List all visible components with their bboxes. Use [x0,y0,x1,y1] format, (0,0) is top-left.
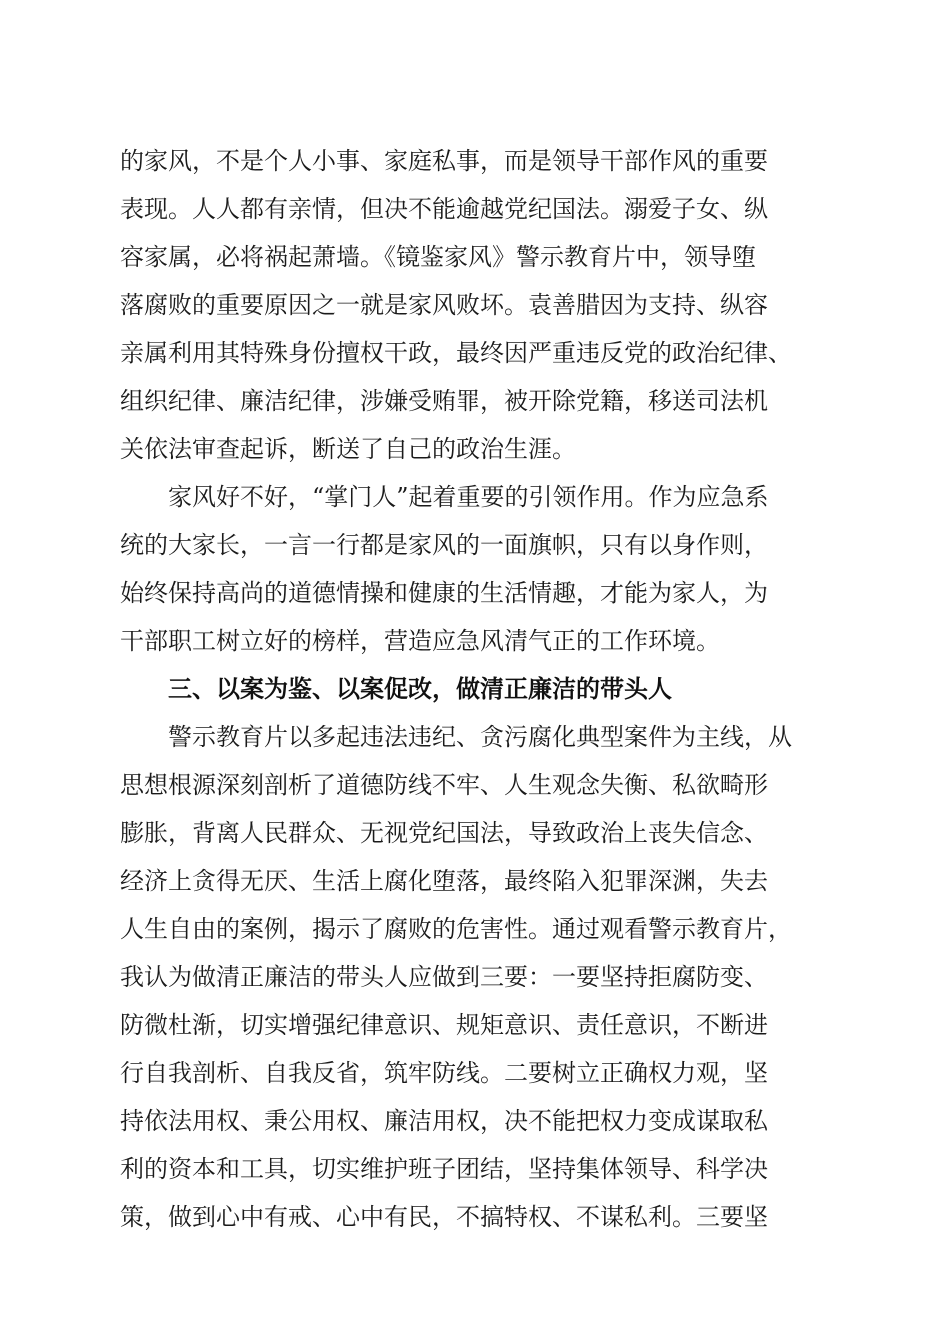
body-text-line: 表现。人人都有亲情，但决不能逾越党纪国法。溺爱子女、纵 [120,195,768,223]
body-text-line: 持依法用权、秉公用权、廉洁用权，决不能把权力变成谋取私 [120,1107,768,1135]
body-text-line: 我认为做清正廉洁的带头人应做到三要：一要坚持拒腐防变、 [120,963,768,991]
body-text-line: 人生自由的案例，揭示了腐败的危害性。通过观看警示教育片， [120,915,792,943]
body-text-line: 防微杜渐，切实增强纪律意识、规矩意识、责任意识，不断进 [120,1011,768,1039]
body-text-line: 利的资本和工具，切实维护班子团结，坚持集体领导、科学决 [120,1155,768,1183]
body-text-line: 始终保持高尚的道德情操和健康的生活情趣，才能为家人，为 [120,579,768,607]
body-text-line: 组织纪律、廉洁纪律，涉嫌受贿罪，被开除党籍，移送司法机 [120,387,768,415]
paragraph-first-line: 家风好不好，“掌门人”起着重要的引领作用。作为应急系 [168,483,769,511]
body-text-line: 关依法审查起诉，断送了自己的政治生涯。 [120,435,576,463]
body-text-line: 落腐败的重要原因之一就是家风败坏。袁善腊因为支持、纵容 [120,291,768,319]
body-text-line: 思想根源深刻剖析了道德防线不牢、人生观念失衡、私欲畸形 [120,771,768,799]
body-text-line: 膨胀，背离人民群众、无视党纪国法，导致政治上丧失信念、 [120,819,768,847]
paragraph-first-line: 警示教育片以多起违法违纪、贪污腐化典型案件为主线，从 [168,723,792,751]
section-heading: 三、以案为鉴、以案促改，做清正廉洁的带头人 [168,674,672,703]
body-text-line: 干部职工树立好的榜样，营造应急风清气正的工作环境。 [120,627,720,655]
body-text-line: 亲属利用其特殊身份擅权干政，最终因严重违反党的政治纪律、 [120,339,792,367]
body-text-line: 策，做到心中有戒、心中有民，不搞特权、不谋私利。三要坚 [120,1203,768,1231]
body-text-line: 的家风，不是个人小事、家庭私事，而是领导干部作风的重要 [120,147,768,175]
body-text-line: 统的大家长，一言一行都是家风的一面旗帜，只有以身作则， [120,531,768,559]
body-text-line: 行自我剖析、自我反省，筑牢防线。二要树立正确权力观，坚 [120,1059,768,1087]
body-text-line: 容家属，必将祸起萧墙。《镜鉴家风》警示教育片中，领导堕 [120,243,756,271]
body-text-line: 经济上贪得无厌、生活上腐化堕落，最终陷入犯罪深渊，失去 [120,867,768,895]
